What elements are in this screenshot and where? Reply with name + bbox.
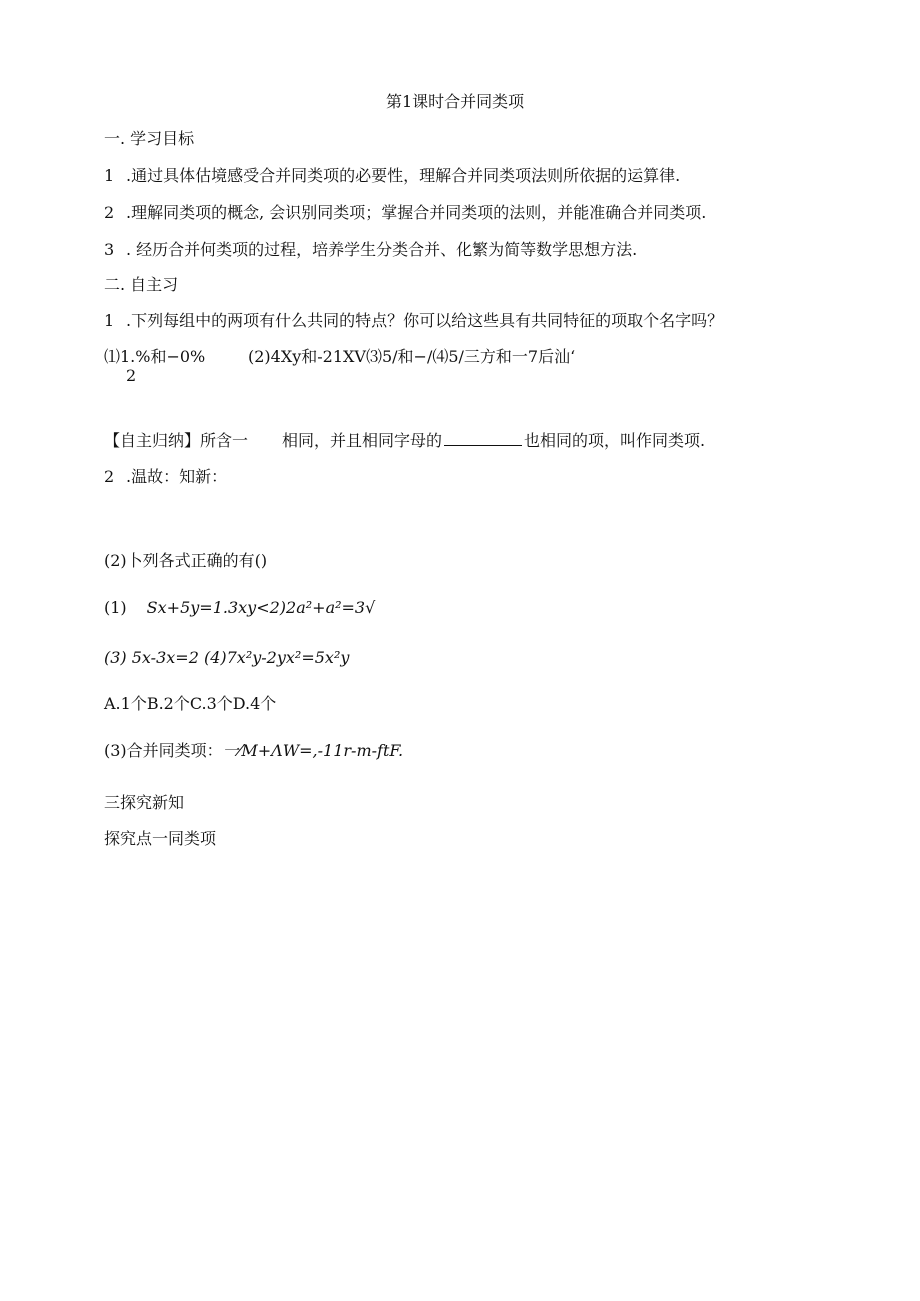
subquestion-2-line1-num: (1) [104,598,127,617]
question-2 [104,467,227,487]
summary-blank [444,431,522,446]
objective-1 [104,166,680,186]
question-1-expr-b: (2)4Xy和-21XV⑶5/和−/⑷5/三方和一7后汕‘ [248,347,576,366]
objective-2-number: 2 [104,203,115,222]
section1-heading: 一. 学习目标 [104,129,195,148]
question-2-number: 2 [104,467,115,486]
objective-3-text: . 经历合并何类项的过程，培养学生分类合并、化繁为简等数学思想方法. [126,240,638,259]
objective-2 [104,203,706,223]
summary-line [104,431,705,451]
page-title: 第1课时合并同类项 [386,92,525,111]
question-1-expr-a-sub: 2 [126,366,137,385]
question-1-text: .下列每组中的两项有什么共同的特点？你可以给这些具有共同特征的项取个名字吗？ [126,311,724,330]
question-2-text: .温故：知新： [126,467,228,486]
section3-subheading: 探究点一同类项 [104,829,217,848]
objective-1-number: 1 [104,166,115,185]
subquestion-2-line1-expr: Sx+5y=1.3xy<2)2a²+a²=3√ [146,598,376,617]
objective-2-text: .理解同类项的概念, 会识别同类项；掌握合并同类项的法则，并能准确合并同类项. [126,203,707,222]
summary-label: 【自主归纳】所含一 [104,431,249,450]
section2-heading: 二. 自主习 [104,275,179,294]
subquestion-2: (2)卜列各式正确的有() [104,551,268,570]
section3-heading: 三探究新知 [104,793,185,812]
question-1 [104,311,723,331]
subquestion-3 [104,741,403,761]
objective-3 [104,240,637,260]
question-1-number: 1 [104,311,115,330]
objective-3-number: 3 [104,240,115,259]
question-1-expr-a: ⑴1.%和−0% [104,347,206,366]
subquestion-2-line1 [104,598,375,618]
summary-end: 也相同的项，叫作同类项. [524,431,706,450]
subquestion-3-label: (3)合并同类项： [104,741,223,760]
summary-middle: 相同，并且相同字母的 [282,431,443,450]
subquestion-3-expr: 一⁄M+ΛW=,-11r-m-ftF. [222,741,404,760]
subquestion-2-line2: (3) 5x-3x=2 (4)7x²y-2yx²=5x²y [104,648,350,667]
subquestion-2-options: A.1个B.2个C.3个D.4个 [104,694,277,713]
objective-1-text: .通过具体估境感受合并同类项的必要性，理解合并同类项法则所依据的运算律. [126,166,681,185]
